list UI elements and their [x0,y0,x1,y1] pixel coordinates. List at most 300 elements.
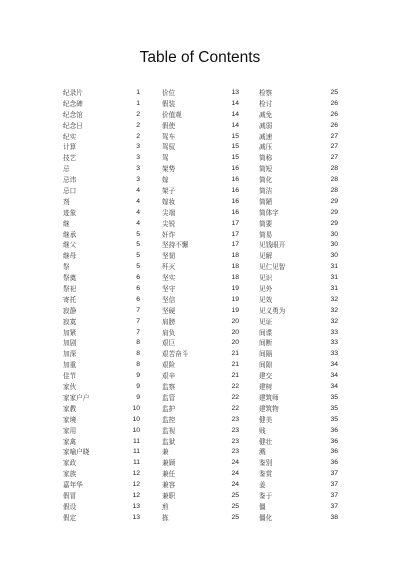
toc-entry-page-number: 32 [330,306,338,314]
toc-entry-page-number: 30 [330,241,338,249]
toc-entry-page-number: 12 [132,491,140,499]
toc-entry-page-number: 13 [231,89,239,96]
toc-entry-page-number: 3 [136,143,140,151]
toc-entry [259,175,338,186]
toc-entry-term: 继 [63,219,70,228]
toc-entry-page-number: 9 [136,393,140,401]
toc-entry-term: 僵 [259,502,266,511]
toc-entry-page-number: 33 [330,328,338,336]
toc-entry [162,447,239,458]
toc-entry-page-number: 3 [136,165,140,173]
page-title: Table of Contents [139,49,261,66]
toc-column-2 [162,88,239,524]
toc-entry-page-number: 31 [330,263,338,271]
toc-entry-page-number: 6 [136,274,140,282]
toc-entry-term: 见外 [259,285,273,294]
toc-entry [162,295,239,306]
toc-entry [162,306,239,317]
toc-entry-term: 艰险 [162,361,176,370]
toc-entry-page-number: 16 [231,197,239,205]
toc-entry-term: 间隔 [259,350,273,359]
toc-entry [162,186,239,197]
toc-entry-page-number: 22 [231,383,239,391]
toc-entry-page-number: 25 [231,491,239,499]
toc-entry-term: 假冒 [63,491,77,500]
toc-entry [63,349,140,360]
toc-entry [63,88,140,99]
toc-entry-term: 监察 [162,383,176,392]
toc-entry [63,502,140,513]
toc-entry [259,262,338,273]
toc-entry [162,513,239,524]
toc-entry [63,382,140,393]
toc-entry-term: 监视 [162,426,176,435]
toc-entry-page-number: 15 [231,132,239,140]
toc-entry-page-number: 24 [231,470,239,478]
toc-entry-term: 架子 [162,187,176,196]
toc-entry-page-number: 8 [136,350,140,358]
toc-entry [162,230,239,241]
toc-entry-term: 监管 [162,393,176,402]
toc-entry-term: 建筑物 [259,404,279,413]
toc-entry-page-number: 24 [231,481,239,489]
toc-entry [162,240,239,251]
toc-entry-term: 监护 [162,404,176,413]
toc-entry-page-number: 20 [231,328,239,336]
toc-entry [259,284,338,295]
toc-entry-term: 寂寞 [63,317,77,326]
toc-entry-page-number: 16 [231,176,239,184]
toc-entry-term: 坚硬 [162,306,176,315]
toc-entry [63,328,140,339]
toc-entry [162,251,239,262]
toc-entry [63,491,140,502]
toc-entry-page-number: 26 [330,99,338,107]
toc-entry-term: 加紧 [63,328,77,337]
toc-entry-page-number: 7 [136,306,140,314]
toc-entry [162,219,239,230]
toc-entry [162,349,239,360]
toc-entry-term: 简要 [259,219,273,228]
toc-entry [63,306,140,317]
toc-entry-page-number: 36 [330,448,338,456]
toc-entry [162,88,239,99]
toc-entry-page-number: 17 [231,230,239,238]
toc-entry-page-number: 5 [136,263,140,271]
toc-entry [162,284,239,295]
toc-entry-term: 驾车 [162,132,176,141]
toc-entry [259,164,338,175]
toc-entry [259,513,338,524]
toc-entry-term: 减免 [259,110,273,119]
toc-entry-page-number: 11 [132,437,140,445]
toc-entry-term: 肩膀 [162,317,176,326]
toc-entry [259,306,338,317]
toc-entry [63,338,140,349]
toc-entry [259,99,338,110]
toc-entry-page-number: 7 [136,328,140,336]
toc-entry-page-number: 1 [136,89,140,96]
toc-entry-page-number: 29 [330,197,338,205]
toc-entry [162,469,239,480]
toc-entry-page-number: 34 [330,372,338,380]
toc-entry-term: 歼灭 [162,263,176,272]
toc-entry [259,328,338,339]
toc-entry-page-number: 23 [231,448,239,456]
toc-entry-term: 坚持不懈 [162,241,189,250]
toc-entry-term: 剂 [63,197,70,206]
toc-entry [162,393,239,404]
toc-entry [259,426,338,437]
toc-entry-term: 假定 [63,513,77,522]
toc-entry-term: 加剧 [63,339,77,348]
toc-entry [63,262,140,273]
toc-entry-page-number: 12 [132,470,140,478]
toc-entry-term: 嫁 [162,176,169,185]
toc-entry-term: 家用 [63,426,77,435]
toc-entry [63,273,140,284]
toc-entry [162,458,239,469]
toc-entry-page-number: 23 [231,426,239,434]
toc-entry [259,502,338,513]
toc-entry-page-number: 38 [330,513,338,521]
toc-entry-page-number: 13 [132,513,140,521]
toc-entry-page-number: 2 [136,110,140,118]
toc-entry-term: 家喻户晓 [63,448,90,457]
toc-entry [63,175,140,186]
toc-entry-page-number: 16 [231,187,239,195]
toc-entry [259,142,338,153]
toc-entry-page-number: 3 [136,154,140,162]
toc-entry-page-number: 16 [231,165,239,173]
toc-entry [259,197,338,208]
toc-entry-page-number: 31 [330,285,338,293]
toc-entry [162,110,239,121]
toc-entry-page-number: 36 [330,426,338,434]
toc-entry [63,164,140,175]
toc-entry-term: 简洁 [259,187,273,196]
toc-entry-term: 纪录片 [63,89,83,97]
toc-entry-term: 纪念碑 [63,99,83,108]
toc-entry [259,208,338,219]
toc-entry-term: 坚实 [162,274,176,283]
toc-entry [162,404,239,415]
toc-entry-term: 祭祀 [63,285,77,294]
toc-entry [63,186,140,197]
toc-entry-term: 鉴赏 [259,470,273,479]
toc-entry-page-number: 32 [330,295,338,303]
toc-entry-page-number: 22 [231,393,239,401]
toc-entry-term: 见效 [259,295,273,304]
toc-entry-term: 坚守 [162,285,176,294]
toc-entry-page-number: 18 [231,252,239,260]
toc-entry [63,371,140,382]
toc-entry [259,404,338,415]
toc-entry-page-number: 22 [231,404,239,412]
toc-entry-term: 架势 [162,165,176,174]
toc-entry-term: 检讨 [259,99,273,108]
toc-entry-page-number: 28 [330,176,338,184]
toc-entry [259,382,338,393]
toc-entry-term: 僵化 [259,513,273,522]
toc-entry-page-number: 20 [231,339,239,347]
toc-entry [162,317,239,328]
toc-entry-term: 见解 [259,252,273,261]
toc-entry-term: 家伙 [63,383,77,392]
toc-entry [259,295,338,306]
toc-entry-page-number: 2 [136,121,140,129]
toc-entry [259,415,338,426]
toc-entry [259,393,338,404]
toc-entry-page-number: 30 [330,230,338,238]
toc-entry-term: 纪念日 [63,121,83,130]
toc-entry-page-number: 37 [330,491,338,499]
toc-entry-term: 检察 [259,89,273,97]
toc-entry [259,186,338,197]
toc-entry-page-number: 37 [330,481,338,489]
toc-entry-term: 寄托 [63,295,77,304]
toc-entry [259,491,338,502]
toc-entry-term: 简体字 [259,208,279,217]
toc-entry-page-number: 27 [330,132,338,140]
toc-entry-page-number: 9 [136,383,140,391]
toc-entry [63,230,140,241]
toc-column-3 [259,88,338,524]
toc-entry-page-number: 34 [330,361,338,369]
toc-entry [63,447,140,458]
toc-entry [63,295,140,306]
toc-entry-page-number: 37 [330,470,338,478]
toc-entry-term: 简陋 [259,197,273,206]
toc-entry [162,208,239,219]
toc-entry-page-number: 32 [330,317,338,325]
toc-entry [162,142,239,153]
toc-entry-term: 尖端 [162,208,176,217]
toc-entry-page-number: 27 [330,143,338,151]
toc-entry [162,338,239,349]
toc-entry [162,437,239,448]
toc-entry-term: 兼容 [162,481,176,490]
toc-entry-page-number: 21 [231,361,239,369]
toc-entry [63,142,140,153]
toc-entry-term: 监控 [162,415,176,424]
toc-entry-term: 健壮 [259,437,273,446]
toc-entry [259,437,338,448]
toc-entry [259,251,338,262]
toc-entry-page-number: 5 [136,252,140,260]
toc-column-1 [63,88,140,524]
toc-entry-term: 寂静 [63,306,77,315]
toc-entry-term: 见证 [259,317,273,326]
toc-entry-term: 见仁见智 [259,263,286,272]
toc-entry [259,110,338,121]
toc-entry [259,447,338,458]
toc-entry-term: 驾 [162,154,169,163]
toc-entry-page-number: 33 [330,350,338,358]
toc-entry-page-number: 28 [330,165,338,173]
toc-entry [162,164,239,175]
toc-entry-page-number: 23 [231,437,239,445]
toc-entry-term: 建树 [259,383,273,392]
toc-entry [63,197,140,208]
toc-entry-term: 艰辛 [162,372,176,381]
toc-entry-page-number: 3 [136,176,140,184]
toc-entry-term: 加重 [63,361,77,370]
toc-entry-term: 纪念馆 [63,110,83,119]
toc-entry-term: 贱 [259,426,266,435]
toc-entry-term: 加深 [63,350,77,359]
toc-entry [259,153,338,164]
toc-entry [63,426,140,437]
toc-entry-page-number: 21 [231,350,239,358]
toc-entry-page-number: 35 [330,415,338,423]
toc-entry [162,328,239,339]
toc-entry-page-number: 29 [330,208,338,216]
toc-entry [259,458,338,469]
toc-entry-term: 家禽 [63,437,77,446]
toc-entry [63,360,140,371]
toc-entry-term: 艰巨 [162,339,176,348]
toc-entry-page-number: 11 [132,459,140,467]
toc-entry-page-number: 20 [231,317,239,325]
toc-entry-term: 建交 [259,372,273,381]
toc-entry [63,317,140,328]
toc-entry [259,349,338,360]
toc-entry-page-number: 11 [132,448,140,456]
toc-entry [162,426,239,437]
toc-entry [259,469,338,480]
toc-entry-term: 拣 [162,513,169,522]
toc-entry-term: 忌口 [63,187,77,196]
toc-entry-term: 假设 [63,502,77,511]
toc-entry-page-number: 5 [136,241,140,249]
toc-entry-page-number: 18 [231,263,239,271]
toc-entry [259,371,338,382]
toc-entry-term: 迹象 [63,208,77,217]
toc-entry-term: 家族 [63,470,77,479]
toc-entry [162,480,239,491]
toc-entry-page-number: 28 [330,187,338,195]
toc-entry-term: 监狱 [162,437,176,446]
toc-entry-term: 健美 [259,415,273,424]
toc-entry-term: 建筑师 [259,393,279,402]
toc-entry [63,121,140,132]
toc-entry-page-number: 2 [136,132,140,140]
toc-entry-page-number: 25 [231,502,239,510]
toc-entry [259,121,338,132]
toc-entry-page-number: 6 [136,285,140,293]
toc-entry-term: 肩负 [162,328,176,337]
toc-entry-page-number: 8 [136,361,140,369]
toc-entry-term: 价位 [162,89,176,97]
toc-entry-page-number: 4 [136,197,140,205]
toc-entry-page-number: 35 [330,393,338,401]
toc-entry-page-number: 6 [136,295,140,303]
toc-entry [259,230,338,241]
toc-entry-term: 嫁妆 [162,197,176,206]
toc-entry-page-number: 36 [330,459,338,467]
toc-entry [162,371,239,382]
toc-entry [63,404,140,415]
toc-entry-page-number: 10 [132,415,140,423]
toc-entry-page-number: 14 [231,121,239,129]
toc-entry [259,338,338,349]
toc-entry-page-number: 29 [330,219,338,227]
toc-entry-page-number: 35 [330,404,338,412]
toc-entry-page-number: 4 [136,187,140,195]
toc-entry-page-number: 37 [330,502,338,510]
toc-entry [259,240,338,251]
toc-entry-term: 技艺 [63,154,77,163]
toc-entry-term: 减弱 [259,121,273,130]
toc-entry [162,121,239,132]
toc-entry [162,99,239,110]
toc-entry-term: 家境 [63,415,77,424]
toc-entry [63,219,140,230]
toc-entry-term: 减压 [259,143,273,152]
toc-entry-term: 间谍 [259,328,273,337]
toc-entry [63,208,140,219]
toc-entry-term: 兼任 [162,470,176,479]
toc-entry-term: 兼 [162,448,169,457]
toc-entry-term: 溅 [259,448,266,457]
toc-entry-term: 间断 [259,339,273,348]
toc-entry-page-number: 27 [330,154,338,162]
toc-entry-term: 纪实 [63,132,77,141]
toc-entry [162,197,239,208]
toc-entry-term: 驾驭 [162,143,176,152]
toc-entry [259,480,338,491]
toc-entry-term: 兼顾 [162,459,176,468]
toc-entry-term: 见义勇为 [259,306,286,315]
toc-entry-term: 奸诈 [162,230,176,239]
toc-entry-page-number: 34 [330,383,338,391]
toc-entry-term: 计算 [63,143,77,152]
toc-entry-term: 间隙 [259,361,273,370]
toc-entry-page-number: 31 [330,274,338,282]
toc-entry-page-number: 24 [231,459,239,467]
toc-entry-term: 忌讳 [63,176,77,185]
toc-entry [162,415,239,426]
toc-entry-page-number: 4 [136,208,140,216]
toc-entry [162,175,239,186]
toc-entry [63,251,140,262]
toc-entry [259,132,338,143]
toc-entry-term: 坚韧 [162,252,176,261]
toc-entry-page-number: 1 [136,99,140,107]
toc-entry-term: 继父 [63,241,77,250]
toc-entry [63,132,140,143]
toc-entry-page-number: 7 [136,317,140,325]
toc-entry [162,153,239,164]
toc-entry [259,219,338,230]
toc-entry-term: 继母 [63,252,77,261]
toc-entry-page-number: 13 [132,502,140,510]
toc-entry-term: 家教 [63,404,77,413]
toc-entry [259,360,338,371]
toc-entry-term: 简称 [259,154,273,163]
toc-entry-page-number: 19 [231,295,239,303]
toc-entry-term: 家政 [63,459,77,468]
toc-entry [63,469,140,480]
toc-entry-page-number: 12 [132,481,140,489]
toc-entry-page-number: 19 [231,285,239,293]
toc-entry [259,88,338,99]
toc-entry [63,393,140,404]
toc-entry-page-number: 26 [330,110,338,118]
toc-entry [162,262,239,273]
toc-entry-page-number: 15 [231,143,239,151]
